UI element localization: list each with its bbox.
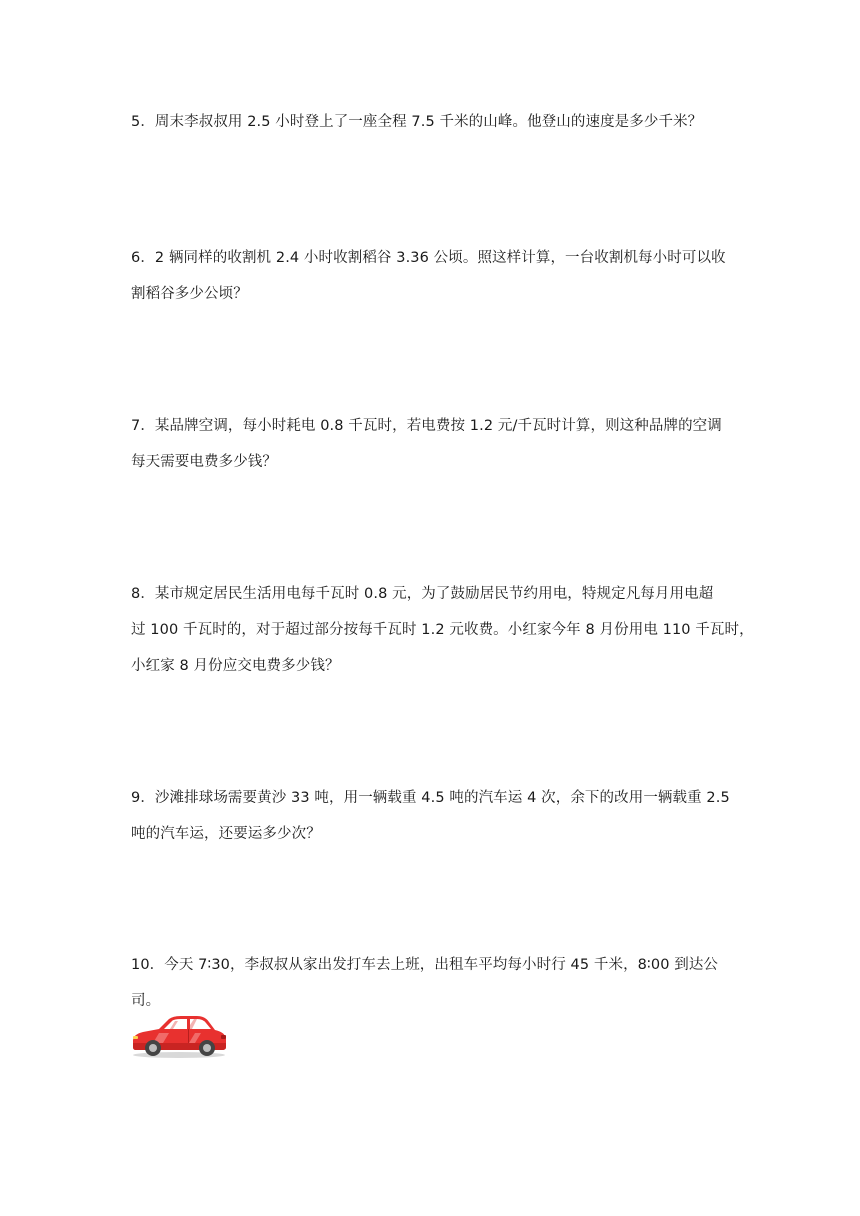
problem-line: 吨的汽车运，还要运多少次？ [131,826,321,842]
problem-line: 6．2 辆同样的收割机 2.4 小时收割稻谷 3.36 公顷。照这样计算，一台收割机每小时可以收 [131,250,726,266]
problem-line: 7．某品牌空调，每小时耗电 0.8 千瓦时，若电费按 1.2 元/千瓦时计算，则这种品牌的空调 [131,418,722,434]
problem-5 [131,104,731,140]
problem-line: 10．今天 7∶30，李叔叔从家出发打车去上班，出租车平均每小时行 45 千米，8∶00 到达公 [131,957,719,973]
problem-8 [131,576,754,684]
problem-10 [131,947,731,1019]
problem-6 [131,240,731,312]
problem-7 [131,408,731,480]
problem-line: 8．某市规定居民生活用电每千瓦时 0.8 元，为了鼓励居民节约用电，特规定凡每月用电超 [131,586,714,602]
problem-9 [131,780,731,852]
problem-line: 过 100 千瓦时的，对于超过部分按每千瓦时 1.2 元收费。小红家今年 8 月份用电 110 千瓦时， [131,622,754,638]
red-car-icon [129,1013,229,1059]
problem-line: 5．周末李叔叔用 2.5 小时登上了一座全程 7.5 千米的山峰。他登山的速度是多少千米？ [131,114,703,130]
problem-line: 小红家 8 月份应交电费多少钱？ [131,658,340,674]
problem-line: 每天需要电费多少钱？ [131,454,277,470]
problem-line: 司。 [131,993,161,1009]
problem-line: 9．沙滩排球场需要黄沙 33 吨，用一辆载重 4.5 吨的汽车运 4 次，余下的改用一辆载重 2.5 [131,790,730,806]
problem-line: 割稻谷多少公顷？ [131,286,248,302]
